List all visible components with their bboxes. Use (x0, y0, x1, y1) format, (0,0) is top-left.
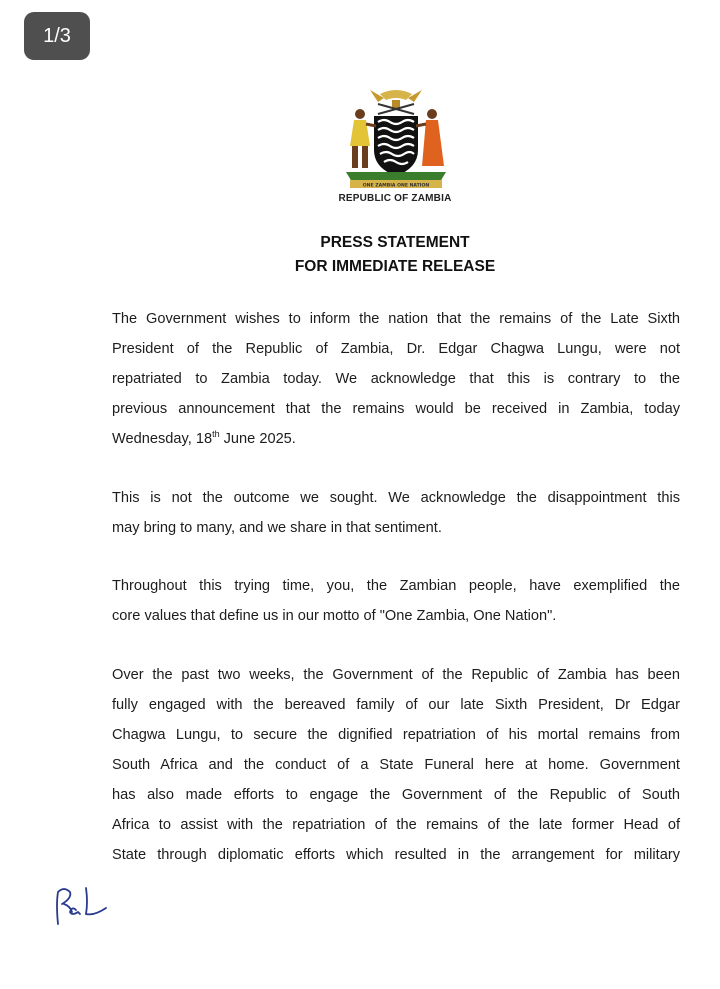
page-counter: 1/3 (24, 12, 90, 60)
text-line: fully engaged with the bereaved family of our late Sixth President, Dr Edgar (112, 697, 680, 713)
text-line: Over the past two weeks, the Government of the Republic of Zambia has been (112, 667, 680, 683)
paragraph-2 (112, 483, 680, 543)
republic-label: REPUBLIC OF ZAMBIA (338, 193, 452, 204)
text-line: previous announcement that the remains would be received in Zambia, today (112, 401, 680, 417)
text-line: South Africa and the conduct of a State Funeral here at home. Government (112, 757, 680, 773)
paragraph-1 (112, 304, 680, 454)
text-line: core values that define us in our motto of "One Zambia, One Nation". (112, 608, 557, 624)
text-line: Africa to assist with the repatriation of the remains of the late former Head of (112, 817, 680, 833)
handwritten-initials (50, 884, 120, 930)
coat-of-arms-motto: ONE ZAMBIA ONE NATION (362, 183, 430, 189)
text-line: Throughout this trying time, you, the Zambian people, have exemplified the (112, 578, 680, 594)
immediate-release-subtitle: FOR IMMEDIATE RELEASE (294, 258, 496, 275)
press-statement-title: PRESS STATEMENT (320, 234, 470, 251)
text-line: State through diplomatic efforts which resulted in the arrangement for military (112, 847, 680, 863)
date-month-year: June 2025. (219, 431, 296, 447)
text-line (112, 424, 680, 454)
paragraph-3 (112, 571, 680, 631)
coat-of-arms-emblem (340, 84, 452, 194)
date-ordinal: th (212, 429, 220, 440)
text-line: President of the Republic of Zambia, Dr. Edgar Chagwa Lungu, were not (112, 341, 680, 357)
text-line: may bring to many, and we share in that sentiment. (112, 520, 442, 536)
paragraph-4 (112, 660, 680, 870)
text-line: This is not the outcome we sought. We acknowledge the disappointment this (112, 490, 680, 506)
date-text: Wednesday, 18 (112, 431, 213, 447)
text-line: repatriated to Zambia today. We acknowledge that this is contrary to the (112, 371, 680, 387)
text-line: Chagwa Lungu, to secure the dignified repatriation of his mortal remains from (112, 727, 680, 743)
text-line: The Government wishes to inform the nation that the remains of the Late Sixth (112, 311, 680, 327)
text-line: has also made efforts to engage the Government of the Republic of South (112, 787, 680, 803)
